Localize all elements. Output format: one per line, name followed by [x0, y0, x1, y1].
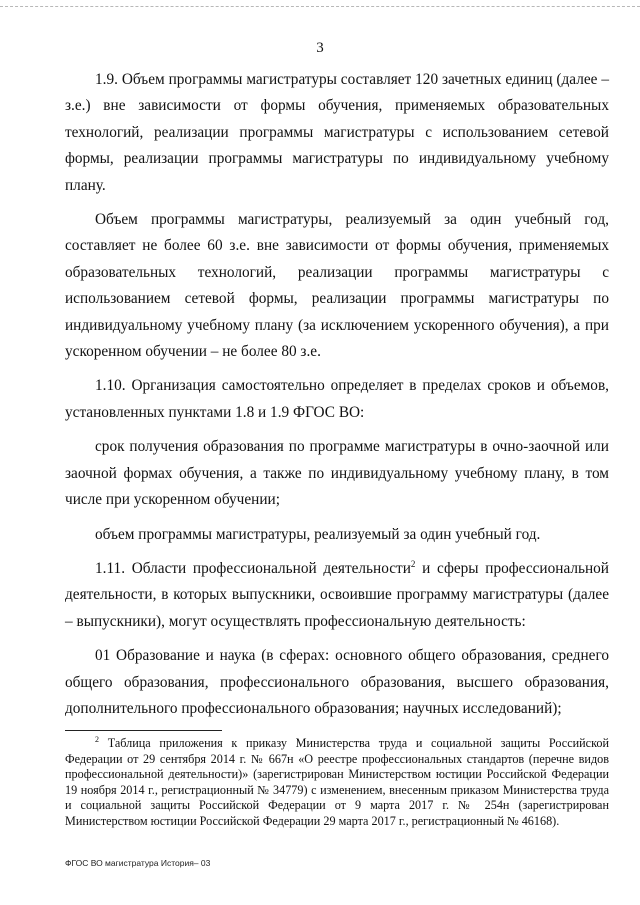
page-footer: ФГОС ВО магистратура История– 03: [65, 858, 211, 868]
page-number: 3: [316, 40, 324, 56]
paragraph-annual-volume: Объем программы магистратуры, реализуемый за один учебный год, составляет не более 60 з.е. вне зависимости от формы обучения, применяемых образовательных технологий, реализации программы магистратуры с использованием сетевой формы, реализации программы магистратуры по индивидуальному учебному плану (за исключением ускоренного обучения), а при ускоренном обучении – не более 80 з.е.: [65, 211, 609, 361]
document-body: [65, 67, 609, 730]
paragraph-1-11-start: 1.11. Области профессиональной деятельности: [95, 559, 411, 577]
paragraph-annual-program-volume: объем программы магистратуры, реализуемый за один учебный год.: [95, 525, 541, 543]
footnote-text: Таблица приложения к приказу Министерства труда и социальной защиты Российской Федерации от 29 сентября 2014 г. № 667н «О реестре профессиональных стандартов (перечне видов профессиональной деятельности)» (зарегистрирован Министерством юстиции Российской Федерации 19 ноября 2014 г., регистрационный № 34779) с изменением, внесенным приказом Министерства труда и социальной защиты Российской Федерации от 9 марта 2017 г. № 254н (зарегистрирован Министерством юстиции Российской Федерации 29 марта 2017 г., регистрационный № 46168).: [65, 736, 609, 828]
footnote-marker: 2: [95, 734, 99, 744]
paragraph-1-11: [65, 556, 609, 635]
top-scan-edge: [0, 6, 640, 7]
footnote-divider: [65, 730, 222, 731]
paragraph-1-9: 1.9. Объем программы магистратуры составляет 120 зачетных единиц (далее – з.е.) вне зависимости от формы обучения, применяемых образовательных технологий, реализации программы магистратуры с использованием сетевой формы, реализации программы магистратуры по индивидуальному учебному плану.: [65, 71, 609, 194]
paragraph-1-11-end: и сферы профессиональной деятельности, в которых выпускники, освоившие программу магистратуры (далее – выпускники), могут осуществлять профессиональную деятельность:: [65, 559, 609, 630]
paragraph-1-10: 1.10. Организация самостоятельно определяет в пределах сроков и объемов, установленных пунктами 1.8 и 1.9 ФГОС ВО:: [65, 377, 609, 421]
paragraph-term-of-study: срок получения образования по программе магистратуры в очно-заочной или заочной формах обучения, а также по индивидуальному учебному плану, в том числе при ускоренном обучении;: [65, 438, 609, 509]
paragraph-01-education-science: 01 Образование и наука (в сферах: основного общего образования, среднего общего образования, профессионального образования, высшего образования, дополнительного профессионального образования; научных исследований);: [65, 647, 609, 717]
footnote-2: [65, 736, 609, 830]
footnote-reference[interactable]: 2: [410, 558, 416, 569]
